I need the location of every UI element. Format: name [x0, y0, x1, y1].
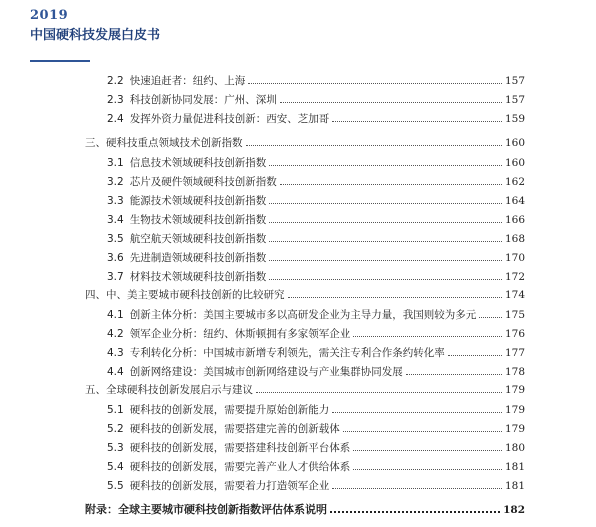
toc-entry-number: 3.1 [107, 157, 124, 169]
toc-entry-number: 3.4 [107, 214, 124, 226]
toc-subsection-entry[interactable] [107, 346, 525, 360]
toc-entry-number: 2.4 [107, 113, 124, 125]
toc-entry-title: 发挥外资力量促进科技创新：西安、芝加哥 [129, 113, 330, 125]
toc-entry-title: 航空航天领域硬科技创新指数 [129, 233, 267, 245]
dot-leader [330, 502, 500, 513]
toc-entry-title: 四、中、美主要城市硬科技创新的比较研究 [85, 289, 285, 301]
toc-entry-title: 硬科技的创新发展，需要搭建科技创新平台体系 [129, 442, 351, 454]
toc-entry-title: 创新网络建设：美国城市创新网络建设与产业集群协同发展 [129, 366, 403, 378]
toc-page-number: 176 [504, 328, 525, 340]
toc-entry-number: 4.2 [107, 328, 124, 340]
toc-entry-number: 5.2 [107, 423, 124, 435]
dot-leader [343, 422, 502, 432]
toc-page-number: 160 [504, 157, 525, 169]
toc-entry-title: 三、硬科技重点领域技术创新指数 [85, 137, 243, 149]
toc-entry-title: 快速追赶者：纽约、上海 [129, 75, 246, 87]
toc-page-number: 180 [504, 442, 525, 454]
toc-subsection-entry[interactable] [107, 232, 525, 246]
toc-page-number: 174 [504, 289, 525, 301]
dot-leader [288, 288, 502, 298]
toc-page-number: 175 [504, 309, 525, 321]
dot-leader [448, 346, 502, 356]
toc-subsection-entry[interactable] [107, 327, 525, 341]
toc-entry-title: 芯片及硬件领域硬科技创新指数 [129, 176, 277, 188]
toc-subsection-entry[interactable] [107, 479, 525, 493]
dot-leader [332, 112, 502, 122]
toc-entry-number: 5.5 [107, 480, 124, 492]
dot-leader [269, 251, 502, 261]
toc-entry-number: 4.1 [107, 309, 124, 321]
toc-subsection-entry[interactable] [107, 175, 525, 189]
toc-entry-title: 专利转化分析：中国城市新增专利领先，需关注专利合作条约转化率 [129, 347, 445, 359]
toc-entry-title: 领军企业分析：纽约、休斯顿拥有多家领军企业 [129, 328, 351, 340]
toc-entry-title: 附录：全球主要城市硬科技创新指数评估体系说明 [85, 503, 327, 516]
toc-entry-number: 3.3 [107, 195, 124, 207]
dot-leader [269, 194, 502, 204]
toc-page-number: 168 [504, 233, 525, 245]
toc-entry-number: 5.4 [107, 461, 124, 473]
report-year: 2019 [30, 8, 69, 23]
toc-subsection-entry[interactable] [107, 403, 525, 417]
dot-leader [269, 213, 502, 223]
toc-section-entry[interactable] [85, 136, 525, 150]
dot-leader [406, 365, 502, 375]
toc-page-number: 164 [504, 195, 525, 207]
toc-page-number: 166 [504, 214, 525, 226]
toc-page-number: 162 [504, 176, 525, 188]
toc-entry-title: 材料技术领域硬科技创新指数 [129, 271, 267, 283]
toc-page-number: 178 [504, 366, 525, 378]
toc-entry-number: 4.3 [107, 347, 124, 359]
toc-entry-title: 硬科技的创新发展，需要完善产业人才供给体系 [129, 461, 351, 473]
page-header [30, 8, 160, 43]
toc-entry-number: 4.4 [107, 366, 124, 378]
toc-subsection-entry[interactable] [107, 422, 525, 436]
toc-entry-number: 3.6 [107, 252, 124, 264]
toc-page-number: 172 [504, 271, 525, 283]
toc-entry-number: 5.1 [107, 404, 124, 416]
toc-subsection-entry[interactable] [107, 156, 525, 170]
toc-page-number: 170 [504, 252, 525, 264]
toc-page-number: 179 [504, 404, 525, 416]
toc-subsection-entry[interactable] [107, 270, 525, 284]
dot-leader [353, 327, 502, 337]
toc-subsection-entry[interactable] [107, 441, 525, 455]
toc-page-number: 179 [504, 384, 525, 396]
dot-leader [353, 460, 502, 470]
toc-entry-number: 3.7 [107, 271, 124, 283]
toc-entry-number: 2.2 [107, 75, 124, 87]
dot-leader [269, 270, 502, 280]
toc-entry-number: 5.3 [107, 442, 124, 454]
toc-page-number: 157 [504, 94, 525, 106]
toc-entry-title: 能源技术领域硬科技创新指数 [129, 195, 267, 207]
toc-entry-title: 信息技术领域硬科技创新指数 [129, 157, 267, 169]
toc-section-entry[interactable] [85, 288, 525, 302]
toc-page-number: 181 [504, 461, 525, 473]
toc-subsection-entry[interactable] [107, 460, 525, 474]
toc-page-number: 159 [504, 113, 525, 125]
toc-page-number: 177 [504, 347, 525, 359]
dot-leader [256, 383, 502, 393]
toc-appendix-entry[interactable] [85, 502, 525, 517]
toc-entry-title: 科技创新协同发展：广州、深圳 [129, 94, 277, 106]
toc-subsection-entry[interactable] [107, 213, 525, 227]
toc-subsection-entry[interactable] [107, 251, 525, 265]
dot-leader [332, 403, 502, 413]
toc-subsection-entry[interactable] [107, 93, 525, 107]
toc-entry-number: 2.3 [107, 94, 124, 106]
toc-entry-title: 先进制造领域硬科技创新指数 [129, 252, 267, 264]
dot-leader [280, 175, 502, 185]
toc-entry-title: 硬科技的创新发展，需要提升原始创新能力 [129, 404, 330, 416]
toc-entry-title: 五、全球硬科技创新发展启示与建议 [85, 384, 253, 396]
toc-page-number: 181 [504, 480, 525, 492]
toc-subsection-entry[interactable] [107, 74, 525, 88]
toc-page-number: 179 [504, 423, 525, 435]
toc-subsection-entry[interactable] [107, 112, 525, 126]
dot-leader [269, 232, 502, 242]
toc-entry-title: 生物技术领域硬科技创新指数 [129, 214, 267, 226]
toc-section-entry[interactable] [85, 383, 525, 397]
toc-entry-title: 创新主体分析：美国主要城市多以高研发企业为主导力量，我国则较为多元 [129, 309, 477, 321]
toc-page-number: 157 [504, 75, 525, 87]
toc-entry-number: 3.2 [107, 176, 124, 188]
toc-entry-title: 硬科技的创新发展，需要着力打造领军企业 [129, 480, 330, 492]
toc-page-number: 182 [503, 504, 525, 516]
toc-subsection-entry[interactable] [107, 194, 525, 208]
dot-leader [269, 156, 502, 166]
dot-leader [280, 93, 502, 103]
dot-leader [332, 479, 502, 489]
toc-subsection-entry[interactable] [107, 308, 525, 322]
toc-page-number: 160 [504, 137, 525, 149]
dot-leader [479, 308, 502, 318]
book-title: 中国硬科技发展白皮书 [30, 28, 161, 43]
toc-entry-number: 3.5 [107, 233, 124, 245]
dot-leader [353, 441, 502, 451]
dot-leader [246, 136, 502, 146]
header-rule [30, 60, 90, 62]
dot-leader [248, 74, 502, 84]
toc-entry-title: 硬科技的创新发展，需要搭建完善的创新载体 [129, 423, 340, 435]
toc-subsection-entry[interactable] [107, 365, 525, 379]
